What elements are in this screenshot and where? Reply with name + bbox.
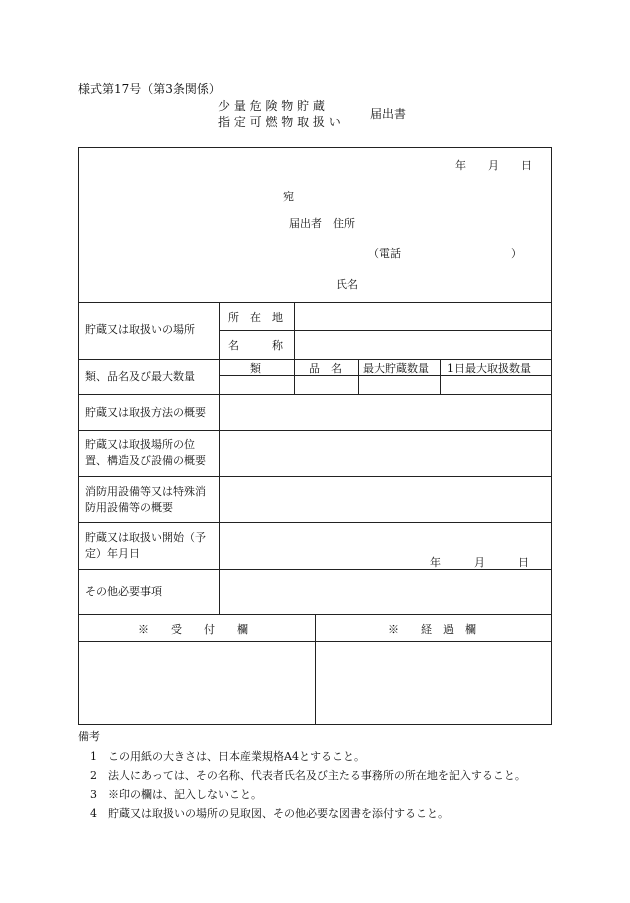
notes-title: 備考: [78, 730, 100, 743]
applicant-name: 氏名: [336, 278, 358, 291]
row-divider: [78, 394, 552, 395]
method-label: 貯蔵又は取扱方法の概要: [85, 406, 206, 419]
col-divider: [294, 302, 295, 359]
reception-header: ※ 受 付 欄: [138, 623, 248, 636]
submission-date: 年 月 日: [455, 159, 532, 172]
structure-label: 貯蔵又は取扱場所の位置、構造及び設備の概要: [85, 438, 206, 467]
col-item-header: 品 名: [309, 362, 342, 375]
title-line-1: 少 量 危 険 物 貯 蔵: [218, 99, 325, 113]
col-divider: [440, 359, 441, 394]
other-label: その他必要事項: [85, 585, 162, 598]
row-divider: [78, 302, 552, 303]
col-divider: [315, 614, 316, 725]
form-number: 様式第17号（第3条関係）: [78, 82, 221, 96]
progress-header: ※ 経 過 欄: [388, 623, 476, 636]
addressee: 宛: [283, 190, 294, 203]
title-line-2: 指 定 可 燃 物 取 扱 い: [218, 115, 341, 129]
fire-equipment-label: 消防用設備等又は特殊消防用設備等の概要: [85, 485, 206, 514]
col-class-header: 類: [250, 362, 261, 375]
note-item: 3 ※印の欄は、記入しないこと。: [90, 788, 262, 801]
note-item: 1 この用紙の大きさは、日本産業規格A4とすること。: [90, 750, 365, 763]
start-date-value: 年 月 日: [430, 556, 529, 569]
applicant-phone: （電話 ）: [368, 247, 522, 260]
title-suffix: 届出書: [370, 107, 407, 121]
row-divider: [219, 330, 552, 331]
col-max-storage-header: 最大貯蔵数量: [363, 362, 429, 375]
col-daily-max-header: 1日最大取扱数量: [447, 362, 531, 375]
row-divider: [78, 476, 552, 477]
location-name-label: 名 称: [228, 339, 283, 352]
start-date-label: 貯蔵又は取扱い開始（予定）年月日: [85, 531, 206, 560]
class-label: 類、品名及び最大数量: [85, 370, 195, 383]
row-divider: [78, 430, 552, 431]
location-address-label: 所 在 地: [228, 311, 283, 324]
location-label: 貯蔵又は取扱いの場所: [85, 323, 195, 336]
applicant-address: 届出者 住所: [289, 217, 355, 230]
row-divider: [78, 522, 552, 523]
col-divider: [294, 359, 295, 394]
note-item: 4 貯蔵又は取扱いの場所の見取図、その他必要な図書を添付すること。: [90, 807, 449, 820]
note-item: 2 法人にあっては、その名称、代表者氏名及び主たる事務所の所在地を記入すること。: [90, 769, 526, 782]
col-divider: [358, 359, 359, 394]
col-divider: [219, 302, 220, 614]
